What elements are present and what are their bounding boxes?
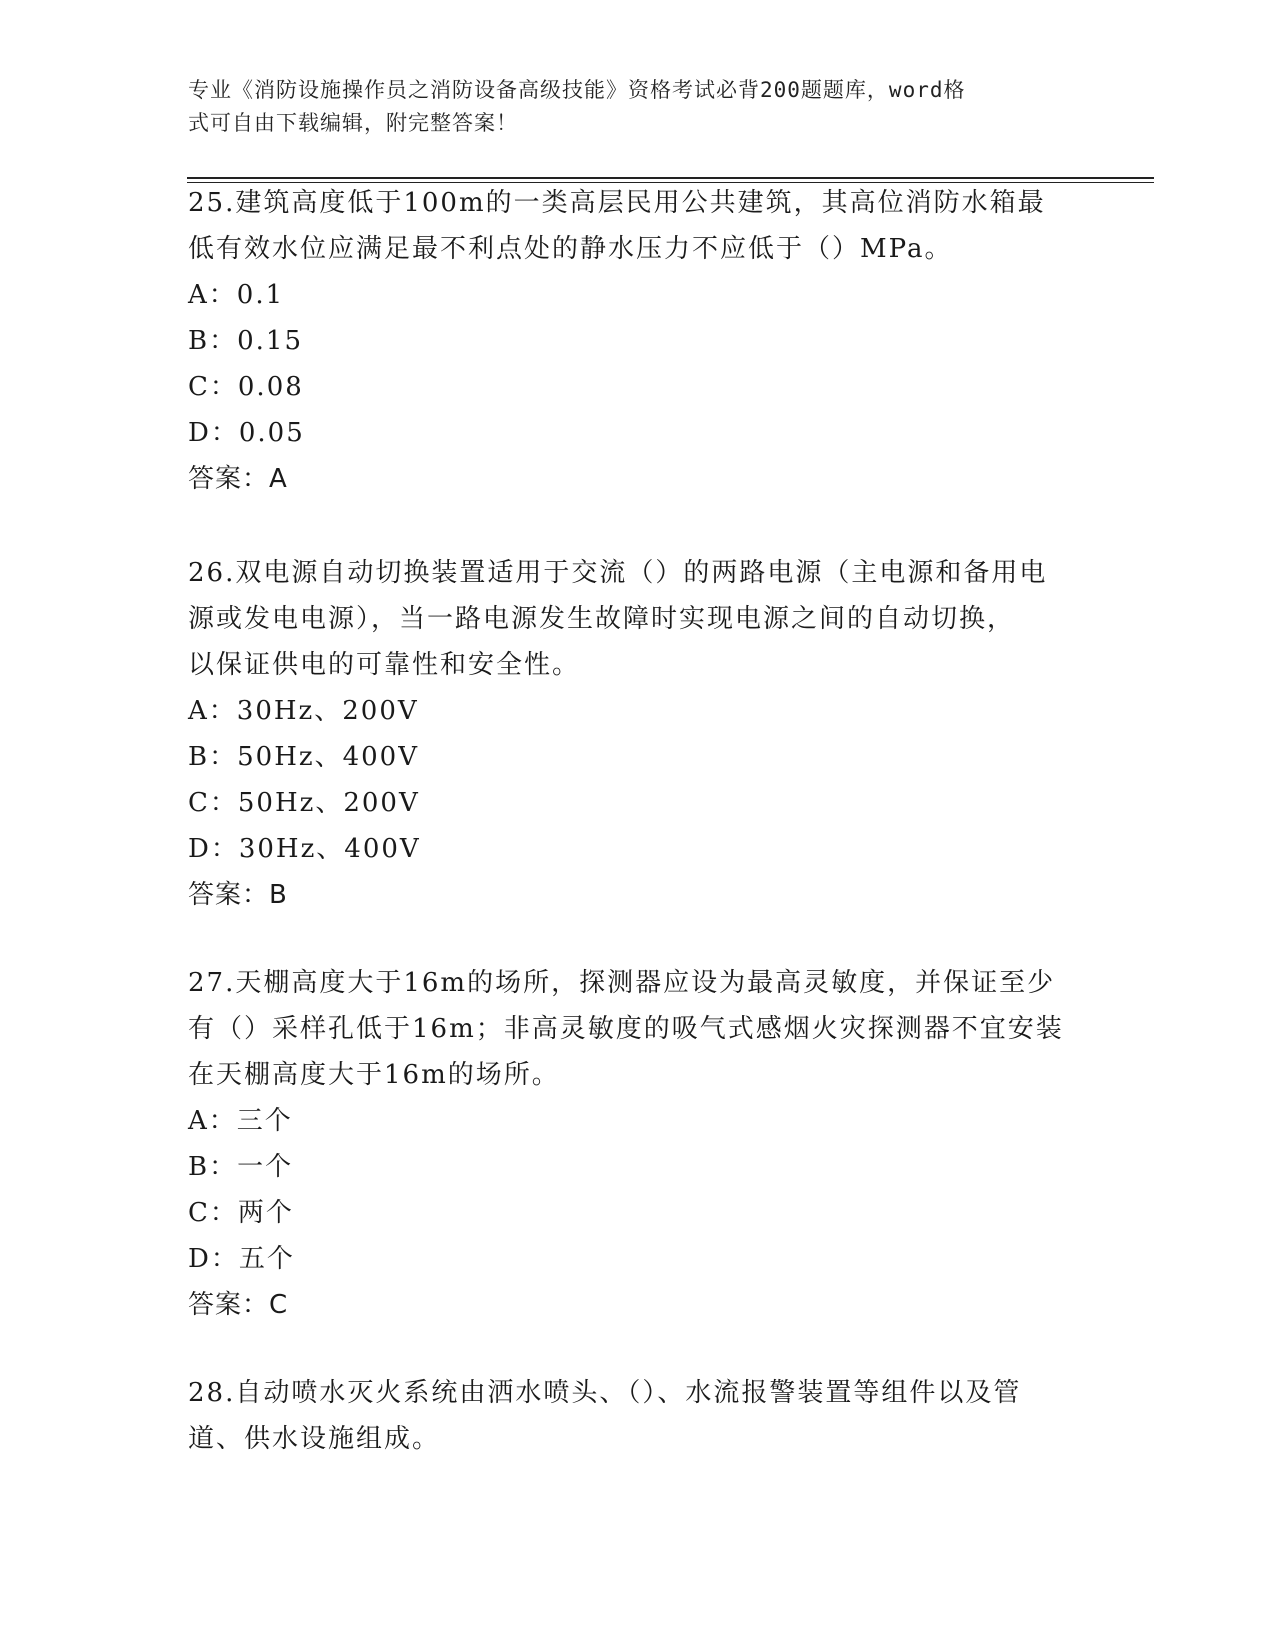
- answer: 答案：C: [188, 1290, 289, 1320]
- option-c: C：50Hz、200V: [188, 788, 420, 818]
- question-text-line: 27.天棚高度大于16m的场所，探测器应设为最高灵敏度，并保证至少: [188, 968, 1056, 998]
- question-text-line: 以保证供电的可靠性和安全性。: [188, 650, 581, 680]
- question-text-line: 有（）采样孔低于16m；非高灵敏度的吸气式感烟火灾探测器不宜安装: [188, 1014, 1064, 1044]
- question-text-line: 源或发电电源），当一路电源发生故障时实现电源之间的自动切换，: [188, 604, 1016, 634]
- question-text-line: 道、供水设施组成。: [188, 1424, 441, 1454]
- option-d: D：30Hz、400V: [188, 834, 421, 864]
- option-a: A：30Hz、200V: [188, 696, 419, 726]
- option-a: A：三个: [188, 1106, 293, 1136]
- option-b: B：50Hz、400V: [188, 742, 419, 772]
- question-text-line: 低有效水位应满足最不利点处的静水压力不应低于（）MPa。: [188, 234, 953, 264]
- question-25: [188, 180, 1088, 502]
- question-26: [188, 550, 1088, 918]
- header-line-1: 专业《消防设施操作员之消防设备高级技能》资格考试必背200题题库，word格: [188, 78, 966, 102]
- option-c: C：两个: [188, 1198, 294, 1228]
- option-c: C：0.08: [188, 372, 304, 402]
- question-text-line: 28.自动喷水灭火系统由洒水喷头、（）、水流报警装置等组件以及管: [188, 1378, 1022, 1408]
- option-a: A：0.1: [188, 280, 285, 310]
- answer: 答案：B: [188, 880, 288, 910]
- question-27: [188, 960, 1088, 1328]
- question-text-line: 在天棚高度大于16m的场所。: [188, 1060, 560, 1090]
- answer: 答案：A: [188, 464, 288, 494]
- header-line-2: 式可自由下载编辑，附完整答案！: [188, 111, 518, 135]
- option-b: B：一个: [188, 1152, 294, 1182]
- option-d: D：五个: [188, 1244, 295, 1274]
- question-text-line: 25.建筑高度低于100m的一类高层民用公共建筑，其高位消防水箱最: [188, 188, 1046, 218]
- question-28: [188, 1370, 1088, 1462]
- document-header: [188, 74, 1068, 140]
- header-divider: [187, 177, 1154, 179]
- option-d: D：0.05: [188, 418, 305, 448]
- option-b: B：0.15: [188, 326, 303, 356]
- question-text-line: 26.双电源自动切换装置适用于交流（）的两路电源（主电源和备用电: [188, 558, 1048, 588]
